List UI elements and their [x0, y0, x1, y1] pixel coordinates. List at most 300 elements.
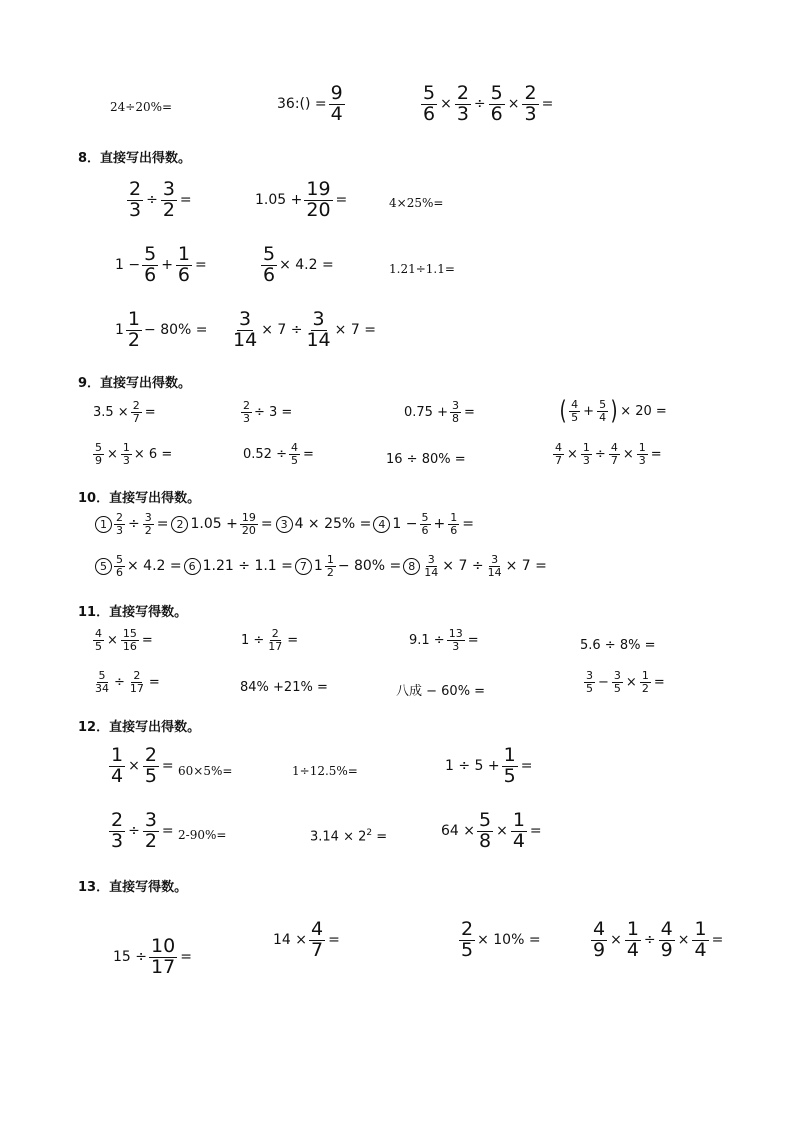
- numerator: 3: [312, 308, 325, 330]
- numerator: 3: [613, 669, 621, 682]
- numerator: 2: [132, 399, 140, 412]
- numerator: 2: [111, 809, 124, 831]
- s10-row-1: [94, 512, 476, 536]
- fraction: [127, 180, 143, 221]
- fraction: [455, 84, 471, 125]
- denominator: 6: [421, 523, 429, 537]
- fraction: [450, 400, 461, 424]
- fraction: [553, 442, 564, 466]
- fraction: [625, 920, 641, 961]
- denominator: 7: [132, 411, 140, 425]
- text: =: [372, 829, 388, 845]
- section-13-heading: 13．直接写得数。: [78, 880, 188, 895]
- circled-number: 2: [171, 516, 188, 533]
- denominator: 6: [144, 263, 157, 286]
- fraction: [143, 512, 154, 536]
- text: × 7 =: [505, 558, 547, 575]
- numerator: 1: [111, 744, 124, 766]
- denominator: 4: [111, 764, 124, 787]
- denominator: 9: [95, 453, 102, 467]
- denominator: 9: [660, 938, 673, 961]
- section-10-heading: 10．直接写出得数。: [78, 491, 201, 506]
- text: 1 −: [392, 516, 418, 533]
- denominator: 6: [116, 565, 123, 579]
- denominator: 14: [424, 565, 439, 579]
- numerator: 5: [599, 397, 607, 411]
- text: × 6 =: [133, 446, 173, 462]
- numerator: 5: [95, 441, 102, 454]
- expr-fraction-chain: [420, 84, 555, 125]
- operator: ÷: [146, 192, 158, 209]
- numerator: 4: [660, 918, 673, 940]
- denominator: 3: [129, 198, 142, 221]
- numerator: 19: [306, 178, 331, 200]
- text: ÷ 3 =: [254, 404, 293, 420]
- fraction: [266, 628, 284, 652]
- denominator: 3: [524, 102, 537, 125]
- fraction: [114, 512, 125, 536]
- s11-expr-g: 八成 − 60% =: [396, 684, 486, 699]
- denominator: 4: [599, 410, 607, 424]
- numerator: 3: [239, 308, 252, 330]
- s12-expr-b: 60×5%=: [178, 764, 233, 778]
- operator: ×: [567, 446, 578, 462]
- equals: =: [541, 96, 554, 113]
- fraction: [522, 84, 538, 125]
- denominator: 5: [613, 681, 621, 695]
- section-9-heading: 9．直接写出得数。: [78, 376, 192, 391]
- equals: =: [467, 632, 479, 648]
- equals: =: [302, 446, 314, 462]
- fraction: [477, 811, 493, 852]
- denominator: 2: [326, 565, 334, 579]
- fraction: [692, 920, 708, 961]
- circled-number: 4: [373, 516, 390, 533]
- s8-expr-2: [254, 180, 349, 221]
- text: 64 ×: [441, 823, 475, 840]
- equals: =: [653, 674, 665, 690]
- numerator: 4: [555, 441, 562, 454]
- fraction: [93, 442, 104, 466]
- fraction: [261, 245, 277, 286]
- fraction: [584, 670, 595, 694]
- denominator: 8: [479, 829, 492, 852]
- section-8-heading: 8．直接写出得数。: [78, 151, 192, 166]
- operator: ×: [440, 96, 452, 113]
- fraction: [121, 628, 139, 652]
- operator: ÷: [114, 674, 125, 690]
- operator: ÷: [643, 932, 656, 949]
- s13-expr-c: [458, 920, 542, 961]
- s10-row-2: [94, 554, 548, 578]
- fraction: [612, 670, 623, 694]
- equals: =: [148, 674, 160, 690]
- text: − 80% =: [337, 558, 402, 575]
- text: 1 −: [115, 257, 141, 274]
- numerator: 1: [694, 918, 707, 940]
- denominator: 4: [330, 102, 343, 125]
- text: 0.75 +: [404, 404, 448, 420]
- numerator: 5: [479, 809, 492, 831]
- operator: ×: [677, 932, 690, 949]
- numerator: 5: [144, 243, 157, 265]
- text: 15 ÷: [113, 949, 147, 966]
- denominator: 5: [461, 938, 474, 961]
- fraction: [637, 442, 648, 466]
- numerator: 15: [122, 627, 137, 640]
- denominator: 5: [290, 453, 298, 467]
- operator: +: [161, 257, 173, 274]
- right-paren: ): [610, 396, 618, 426]
- numerator: 2: [129, 178, 142, 200]
- numerator: 4: [571, 397, 579, 411]
- operator: +: [433, 516, 446, 533]
- expr-ratio-36: [276, 84, 346, 125]
- denominator: 2: [127, 328, 141, 351]
- operator: +: [583, 403, 595, 419]
- s9-expr-g: 16 ÷ 80% =: [386, 452, 466, 467]
- numerator: 1: [326, 553, 334, 566]
- numerator: 2: [133, 669, 141, 682]
- text: × 10% =: [477, 932, 541, 949]
- whole-number: 1: [115, 322, 124, 339]
- equals: =: [180, 949, 192, 966]
- fraction: [581, 442, 592, 466]
- s11-expr-f: 84% +21% =: [240, 680, 328, 695]
- numerator: 3: [586, 669, 593, 682]
- denominator: 20: [241, 523, 256, 537]
- fraction: [114, 554, 125, 578]
- operator: ×: [107, 446, 118, 462]
- fraction: [422, 554, 440, 578]
- numerator: 13: [448, 627, 463, 640]
- text: 1 ÷ 5 +: [445, 758, 500, 775]
- s13-expr-b: [272, 920, 342, 961]
- numerator: 1: [127, 308, 141, 330]
- circled-number: 3: [276, 516, 293, 533]
- denominator: 20: [306, 198, 331, 221]
- denominator: 6: [423, 102, 436, 125]
- s13-expr-d: [590, 920, 725, 961]
- fraction: [304, 180, 332, 221]
- denominator: 6: [263, 263, 276, 286]
- fraction: [486, 554, 504, 578]
- fraction: [569, 399, 580, 423]
- s12-expr-h: [440, 811, 544, 852]
- circled-number: 8: [403, 558, 420, 575]
- equals: =: [463, 404, 475, 420]
- fraction: [93, 628, 104, 652]
- denominator: 7: [311, 938, 324, 961]
- equals: =: [650, 446, 662, 462]
- numerator: 3: [451, 399, 459, 412]
- denominator: 2: [162, 198, 175, 221]
- circled-number: 6: [184, 558, 201, 575]
- denominator: 5: [571, 410, 579, 424]
- equals: =: [195, 257, 207, 274]
- denominator: 3: [111, 829, 124, 852]
- operator: ×: [107, 632, 118, 648]
- fraction: [448, 512, 459, 536]
- numerator: 5: [423, 82, 436, 104]
- s12-expr-e: [108, 811, 176, 852]
- numerator: 2: [271, 627, 279, 640]
- equals: =: [260, 516, 273, 533]
- fraction: [149, 937, 177, 978]
- s11-expr-b: [240, 628, 300, 652]
- text: 36:() =: [277, 96, 327, 113]
- denominator: 2: [641, 681, 649, 695]
- numerator: 4: [311, 918, 324, 940]
- circled-number: 1: [95, 516, 112, 533]
- operator: ×: [128, 758, 140, 775]
- s8-expr-8: [230, 310, 377, 351]
- s9-expr-b: [240, 400, 293, 424]
- s9-expr-a: [92, 400, 158, 424]
- s12-expr-f: 2-90%=: [178, 828, 227, 842]
- s12-expr-a: [108, 746, 176, 787]
- text: 1 ÷: [241, 632, 265, 648]
- fraction: [609, 442, 620, 466]
- equals: =: [144, 404, 156, 420]
- denominator: 3: [452, 639, 460, 653]
- denominator: 3: [582, 453, 590, 467]
- numerator: 1: [503, 744, 516, 766]
- numerator: 5: [116, 553, 123, 566]
- numerator: 5: [98, 669, 106, 682]
- fraction: [241, 400, 252, 424]
- denominator: 14: [306, 328, 331, 351]
- denominator: 17: [129, 681, 144, 695]
- equals: =: [156, 516, 169, 533]
- equals: =: [161, 758, 174, 775]
- denominator: 2: [144, 829, 157, 852]
- s8-expr-5: [260, 245, 335, 286]
- numerator: 1: [582, 441, 590, 454]
- fraction: [591, 920, 607, 961]
- fraction: [502, 746, 518, 787]
- fraction: [143, 811, 159, 852]
- numerator: 19: [241, 511, 256, 524]
- whole-number: 1: [313, 558, 323, 575]
- text: × 4.2 =: [127, 558, 182, 575]
- fraction: [421, 84, 437, 125]
- denominator: 9: [593, 938, 606, 961]
- fraction: [325, 554, 336, 578]
- s12-expr-c: 1÷12.5%=: [292, 764, 358, 778]
- fraction: [329, 84, 345, 125]
- equals: =: [287, 632, 299, 648]
- left-paren: (: [559, 396, 567, 426]
- section-12-heading: 12．直接写出得数。: [78, 720, 201, 735]
- operator: ×: [625, 674, 637, 690]
- fraction: [126, 310, 142, 351]
- s12-expr-g: [310, 828, 387, 844]
- s9-expr-d: [558, 398, 668, 424]
- denominator: 8: [451, 411, 459, 425]
- operator: ÷: [473, 96, 486, 113]
- fraction: [121, 442, 132, 466]
- denominator: 6: [177, 263, 191, 286]
- text: − 80% =: [144, 322, 208, 339]
- denominator: 5: [586, 681, 593, 695]
- numerator: 2: [144, 744, 157, 766]
- s8-expr-6: 1.21÷1.1=: [389, 262, 455, 276]
- numerator: 1: [177, 243, 191, 265]
- denominator: 5: [503, 764, 516, 787]
- numerator: 4: [610, 441, 618, 454]
- denominator: 3: [638, 453, 646, 467]
- numerator: 3: [427, 553, 435, 566]
- numerator: 2: [456, 82, 469, 104]
- fraction: [131, 400, 142, 424]
- fraction: [128, 670, 146, 694]
- numerator: 1: [641, 669, 649, 682]
- s8-expr-1: [126, 180, 194, 221]
- fraction: [420, 512, 431, 536]
- text: × 7 ÷: [442, 558, 484, 575]
- numerator: 3: [162, 178, 175, 200]
- expr-24-div-20pct: 24÷20%=: [110, 100, 173, 114]
- fraction: [231, 310, 259, 351]
- fraction: [176, 245, 192, 286]
- circled-number: 7: [295, 558, 312, 575]
- text: 1.05 +: [190, 516, 238, 533]
- numerator: 2: [243, 399, 250, 412]
- equals: =: [328, 932, 340, 949]
- text: 3.14 × 2: [310, 829, 367, 845]
- operator: ×: [622, 446, 634, 462]
- fraction: [109, 746, 125, 787]
- s9-expr-h: [552, 442, 664, 466]
- operator: ×: [496, 823, 508, 840]
- text: × 20 =: [620, 403, 667, 419]
- equals: =: [179, 192, 192, 209]
- text: 3.5 ×: [93, 404, 129, 420]
- equals: =: [141, 632, 153, 648]
- denominator: 14: [233, 328, 258, 351]
- exponent: 2: [366, 828, 373, 838]
- circled-number: 5: [95, 558, 112, 575]
- fraction: [289, 442, 300, 466]
- text: 14 ×: [273, 932, 307, 949]
- s9-expr-f: [242, 442, 316, 466]
- s12-expr-d: [444, 746, 534, 787]
- fraction: [304, 310, 332, 351]
- numerator: 3: [144, 511, 152, 524]
- equals: =: [161, 823, 174, 840]
- s13-expr-a: [112, 937, 194, 978]
- fraction: [93, 670, 111, 694]
- operator: ×: [507, 96, 520, 113]
- s11-expr-e: [92, 670, 162, 694]
- s11-expr-a: [92, 628, 155, 652]
- text: × 7 =: [334, 322, 376, 339]
- denominator: 3: [116, 523, 123, 537]
- denominator: 6: [450, 523, 458, 537]
- numerator: 4: [95, 627, 102, 640]
- s11-expr-h: [583, 670, 667, 694]
- equals: =: [335, 192, 348, 209]
- s8-expr-3: 4×25%=: [389, 196, 444, 210]
- fraction: [240, 512, 258, 536]
- s9-expr-e: [92, 442, 173, 466]
- operator: ÷: [594, 446, 606, 462]
- denominator: 5: [95, 639, 102, 653]
- numerator: 1: [450, 511, 458, 524]
- fraction: [142, 245, 158, 286]
- operator: ×: [610, 932, 622, 949]
- denominator: 34: [95, 681, 109, 695]
- denominator: 2: [144, 523, 152, 537]
- numerator: 4: [593, 918, 606, 940]
- numerator: 2: [461, 918, 474, 940]
- numerator: 3: [144, 809, 157, 831]
- numerator: 1: [638, 441, 646, 454]
- fraction: [447, 628, 465, 652]
- denominator: 4: [626, 938, 639, 961]
- s11-expr-d: 5.6 ÷ 8% =: [580, 638, 656, 653]
- denominator: 3: [243, 411, 250, 425]
- denominator: 7: [555, 453, 562, 467]
- numerator: 2: [116, 511, 123, 524]
- text: × 4.2 =: [279, 257, 334, 274]
- equals: =: [462, 516, 474, 533]
- denominator: 14: [487, 565, 502, 579]
- fraction: [597, 399, 608, 423]
- fraction: [109, 811, 125, 852]
- fraction: [489, 84, 505, 125]
- denominator: 3: [122, 453, 130, 467]
- text: 9.1 ÷: [409, 632, 445, 648]
- text: × 7 ÷: [261, 322, 303, 339]
- s9-expr-c: [403, 400, 477, 424]
- numerator: 1: [512, 809, 525, 831]
- operator: ÷: [128, 516, 140, 533]
- text: 1.21 ÷ 1.1 =: [202, 558, 293, 575]
- equals: =: [520, 758, 533, 775]
- numerator: 9: [330, 82, 343, 104]
- operator: ÷: [128, 823, 140, 840]
- numerator: 5: [263, 243, 276, 265]
- denominator: 17: [268, 639, 283, 653]
- s8-expr-4: [114, 245, 209, 286]
- numerator: 3: [491, 553, 499, 566]
- text: 4 × 25% =: [294, 516, 372, 533]
- fraction: [161, 180, 177, 221]
- fraction: [659, 920, 675, 961]
- numerator: 10: [151, 935, 176, 957]
- numerator: 5: [490, 82, 503, 104]
- denominator: 6: [490, 102, 503, 125]
- text: 0.52 ÷: [243, 446, 287, 462]
- denominator: 17: [151, 955, 176, 978]
- fraction: [143, 746, 159, 787]
- numerator: 1: [626, 918, 639, 940]
- denominator: 4: [512, 829, 525, 852]
- numerator: 5: [421, 511, 429, 524]
- fraction: [309, 920, 325, 961]
- fraction: [640, 670, 651, 694]
- denominator: 3: [456, 102, 469, 125]
- section-11-heading: 11．直接写得数。: [78, 605, 188, 620]
- s11-expr-c: [408, 628, 481, 652]
- numerator: 1: [122, 441, 130, 454]
- operator: −: [598, 674, 609, 690]
- fraction: [511, 811, 527, 852]
- fraction: [459, 920, 475, 961]
- s8-expr-7: [114, 310, 209, 351]
